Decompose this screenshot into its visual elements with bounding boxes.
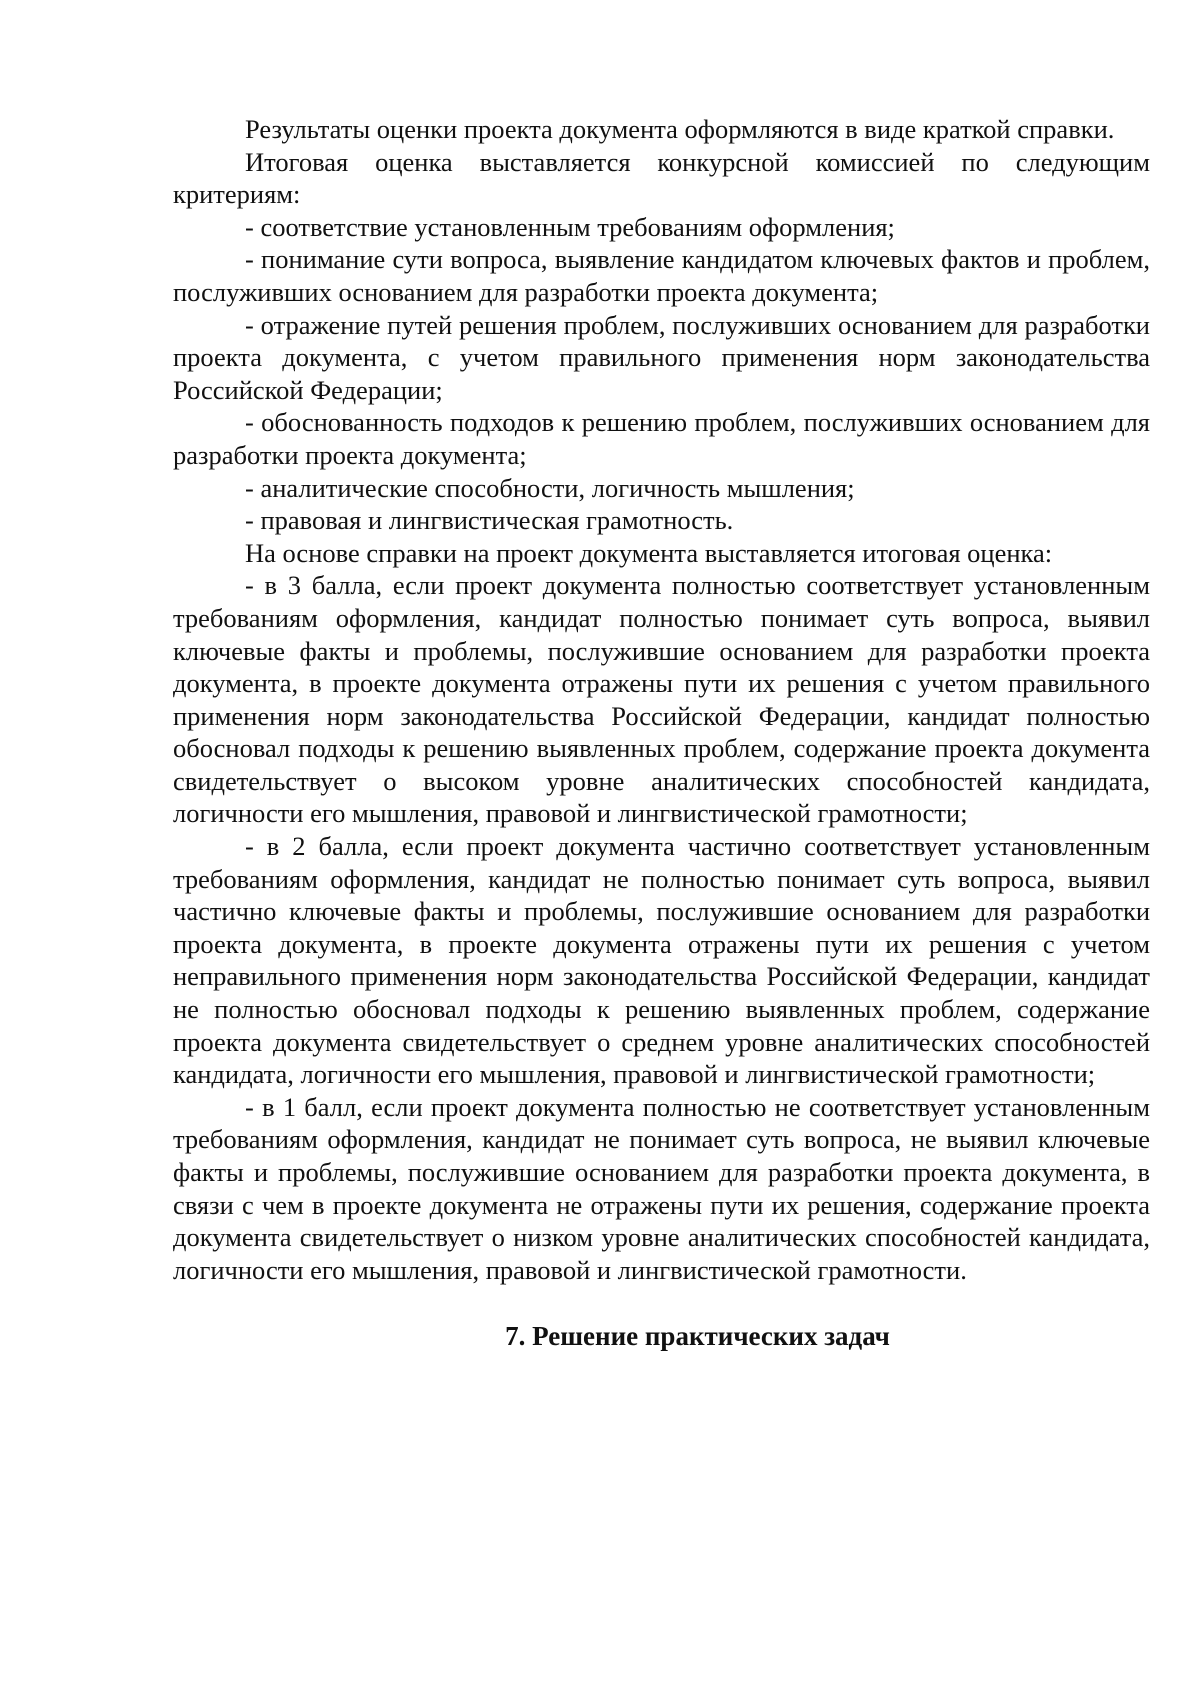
criterion-justification: - обоснованность подходов к решению проблем, послуживших основанием для разработки проекта документа; xyxy=(173,407,1150,470)
criterion-solutions: - отражение путей решения проблем, послуживших основанием для разработки проекта документа, с учетом правильного применения норм законодательства Российской Федерации; xyxy=(173,309,1150,405)
document-page xyxy=(173,113,1150,1353)
paragraph-score-intro: На основе справки на проект документа выставляется итоговая оценка: xyxy=(245,537,1053,568)
section-heading: 7. Решение практических задач xyxy=(505,1321,890,1352)
score-2-description: - в 2 балла, если проект документа частично соответствует установленным требованиям оформления, кандидат не полностью понимает суть вопроса, выявил частично ключевые факты и проблемы, послужившие основанием для разработки проекта документа, в проекте документа отражены пути их решения с учетом неправильного применения норм законодательства Российской Федерации, кандидат не полностью обосновал подходы к решению выявленных проблем, содержание проекта документа свидетельствует о среднем уровне аналитических способностей кандидата, логичности его мышления, правовой и лингвистической грамотности; xyxy=(173,831,1150,1090)
paragraph-criteria-intro: Итоговая оценка выставляется конкурсной комиссией по следующим критериям: xyxy=(173,146,1150,210)
criterion-formatting: - соответствие установленным требованиям оформления; xyxy=(245,211,895,242)
paragraph-report-format: Результаты оценки проекта документа оформляются в виде краткой справки. xyxy=(245,114,1115,144)
criterion-understanding: - понимание сути вопроса, выявление кандидатом ключевых фактов и проблем, послуживших основанием для разработки проекта документа; xyxy=(173,244,1150,307)
criterion-literacy: - правовая и лингвистическая грамотность. xyxy=(245,505,734,536)
score-3-description: - в 3 балла, если проект документа полностью соответствует установленным требованиям оформления, кандидат полностью понимает суть вопроса, выявил ключевые факты и проблемы, послужившие основанием для разработки проекта документа, в проекте документа отражены пути их решения с учетом правильного применения норм законодательства Российской Федерации, кандидат полностью обосновал подходы к решению выявленных проблем, содержание проекта документа свидетельствует о высоком уровне аналитических способностей кандидата, логичности его мышления, правовой и лингвистической грамотности; xyxy=(173,570,1150,829)
score-1-description: - в 1 балл, если проект документа полностью не соответствует установленным требованиям оформления, кандидат не понимает суть вопроса, не выявил ключевые факты и проблемы, послужившие основанием для разработки проекта документа, в связи с чем в проекте документа не отражены пути их решения, содержание проекта документа свидетельствует о низком уровне аналитических способностей кандидата, логичности его мышления, правовой и лингвистической грамотности. xyxy=(173,1091,1150,1285)
criterion-analytical: - аналитические способности, логичность мышления; xyxy=(245,472,855,503)
